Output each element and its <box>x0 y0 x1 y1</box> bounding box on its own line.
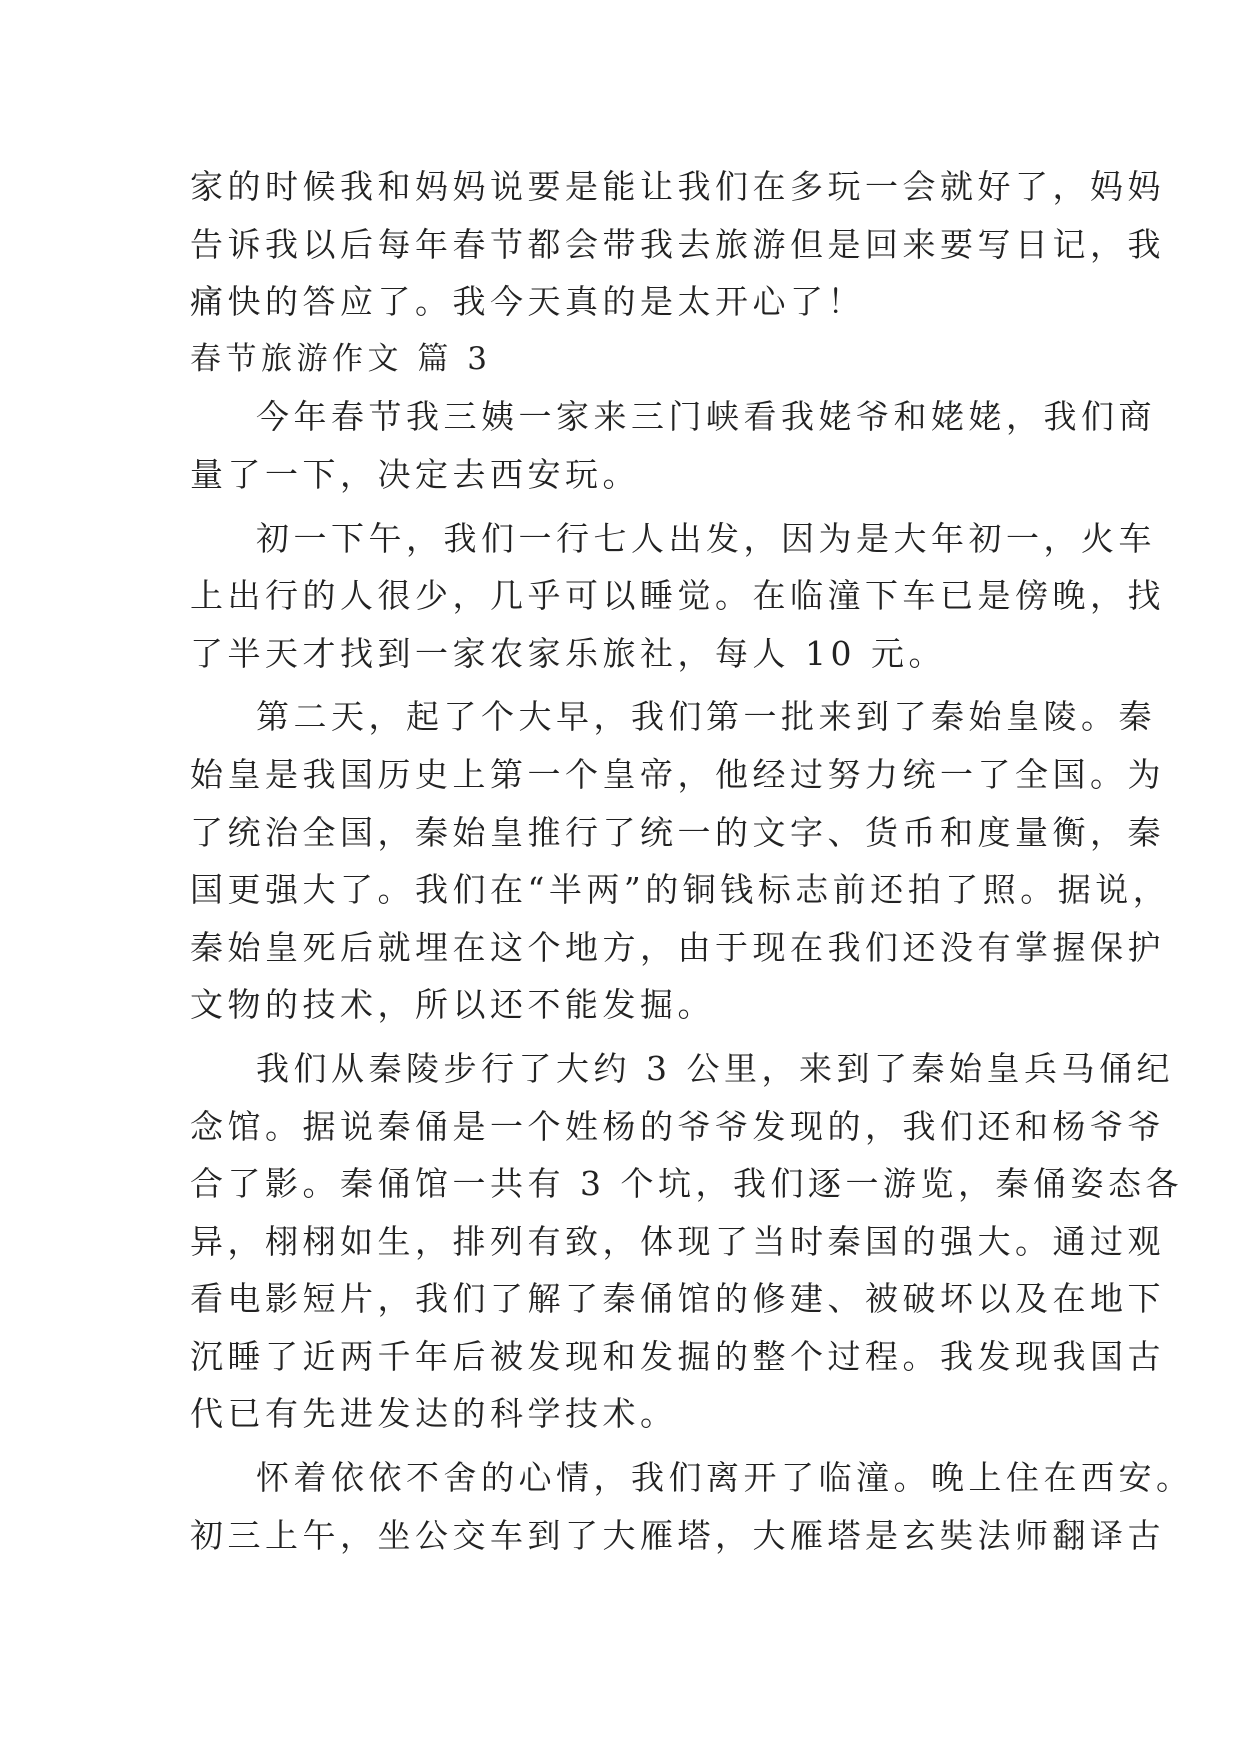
text-line: 国更强大了。我们在“半两”的铜钱标志前还拍了照。据说， <box>190 870 1171 910</box>
text-line: 了半天才找到一家农家乐旅社，每人 10 元。 <box>190 633 946 673</box>
text-line: 了统治全国，秦始皇推行了统一的文字、货币和度量衡，秦 <box>190 812 1165 852</box>
paragraph <box>190 388 1156 503</box>
document-body <box>190 158 1194 1564</box>
text-line: 始皇是我国历史上第一个皇帝，他经过努力统一了全国。为 <box>190 754 1165 794</box>
text-line: 告诉我以后每年春节都会带我去旅游但是回来要写日记，我 <box>190 224 1165 264</box>
paragraph <box>190 1449 1194 1564</box>
text-line: 痛快的答应了。我今天真的是太开心了！ <box>190 282 865 322</box>
text-line: 量了一下，决定去西安玩。 <box>190 454 640 494</box>
text-line: 合了影。秦俑馆一共有 3 个坑，我们逐一游览，秦俑姿态各 <box>190 1164 1183 1204</box>
text-line: 文物的技术，所以还不能发掘。 <box>190 985 715 1025</box>
paragraph <box>190 1040 1183 1443</box>
text-line: 沉睡了近两千年后被发现和发掘的整个过程。我发现我国古 <box>190 1336 1165 1376</box>
section-heading: 春节旅游作文 篇 3 <box>190 340 492 377</box>
text-line: 怀着依依不舍的心情，我们离开了临潼。晚上住在西安。 <box>256 1458 1194 1498</box>
text-line: 异，栩栩如生，排列有致，体现了当时秦国的强大。通过观 <box>190 1221 1165 1261</box>
text-line: 第二天，起了个大早，我们第一批来到了秦始皇陵。秦 <box>256 697 1156 737</box>
paragraph <box>190 510 1165 683</box>
text-line: 今年春节我三姨一家来三门峡看我姥爷和姥姥，我们商 <box>256 397 1156 437</box>
text-line: 秦始皇死后就埋在这个地方，由于现在我们还没有掌握保护 <box>190 927 1165 967</box>
text-line: 念馆。据说秦俑是一个姓杨的爷爷发现的，我们还和杨爷爷 <box>190 1106 1165 1146</box>
text-line: 初一下午，我们一行七人出发，因为是大年初一，火车 <box>256 518 1156 558</box>
text-line: 初三上午，坐公交车到了大雁塔，大雁塔是玄奘法师翻译古 <box>190 1515 1165 1555</box>
text-line: 我们从秦陵步行了大约 3 公里，来到了秦始皇兵马俑纪 <box>256 1048 1174 1088</box>
text-line: 上出行的人很少，几乎可以睡觉。在临潼下车已是傍晚，找 <box>190 576 1165 616</box>
paragraph <box>190 688 1171 1034</box>
text-line: 家的时候我和妈妈说要是能让我们在多玩一会就好了，妈妈 <box>190 167 1165 206</box>
text-line: 代已有先进发达的科学技术。 <box>190 1394 678 1434</box>
continuation-paragraph <box>190 158 1165 331</box>
text-line: 看电影短片，我们了解了秦俑馆的修建、被破坏以及在地下 <box>190 1279 1165 1319</box>
